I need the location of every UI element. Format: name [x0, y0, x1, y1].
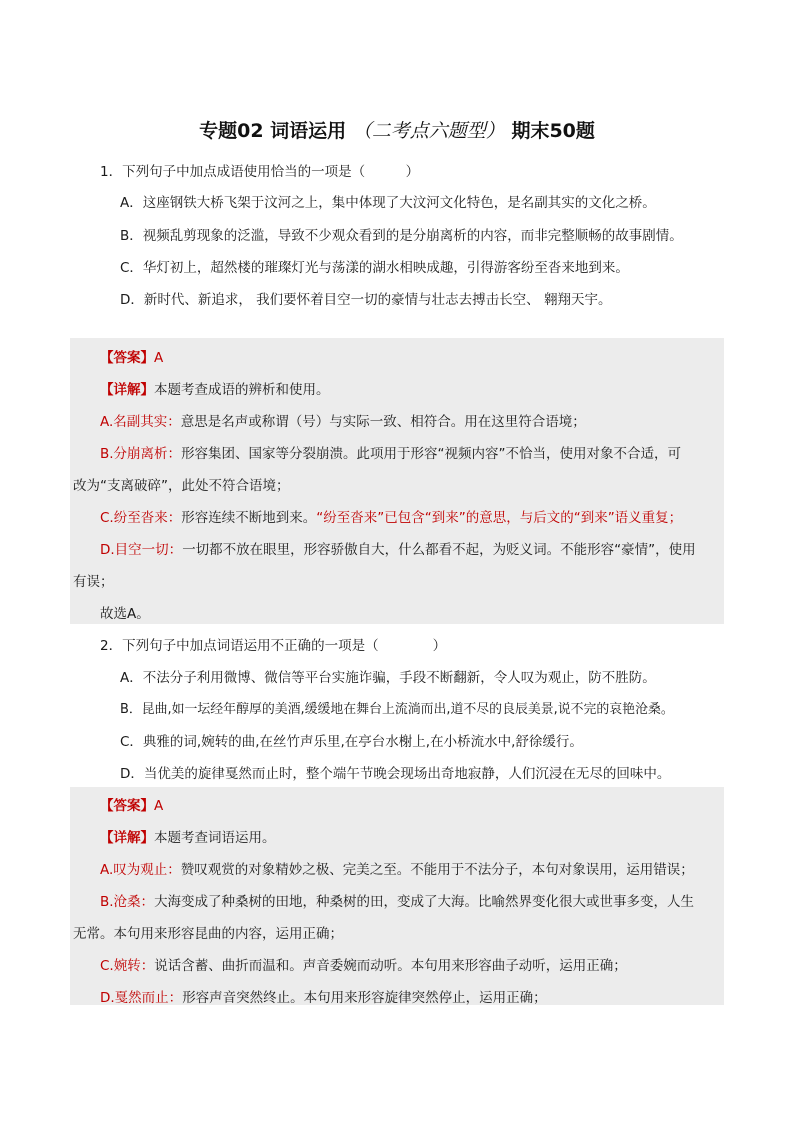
- answer-value: A: [154, 798, 164, 814]
- term: A.叹为观止：: [100, 862, 181, 878]
- q2-option-c: C．典雅的词,婉转的曲,在丝竹声乐里,在亭台水榭上,在小桥流水中,舒徐缓行。: [120, 734, 583, 750]
- answer-value: A: [154, 350, 164, 366]
- q2-explain-b: [100, 890, 694, 910]
- explain-text: 意思是名声或称谓（号）与实际一致、相符合。用在这里符合语境；: [180, 414, 586, 430]
- q1-stem: 1．下列句子中加点成语使用恰当的一项是（ ）: [100, 164, 420, 180]
- title-tail: 期末50题: [511, 120, 595, 142]
- explain-text: 大海变成了种桑树的田地，种桑树的田，变成了大海。比喻然界变化很大或世事多变，人生: [154, 894, 695, 910]
- explain-text: 形容连续不断地到来。: [181, 510, 317, 526]
- term: D.目空一切：: [100, 542, 183, 558]
- q1-option-c: C．华灯初上，超然楼的璀璨灯光与荡漾的湖水相映成趣，引得游客纷至沓来地到来。: [120, 260, 629, 276]
- q1-explain-b: [100, 442, 681, 462]
- answer-label: 【答案】: [100, 350, 154, 366]
- q1-explain-d-cont: 有误；: [73, 574, 114, 590]
- q1-answer: [100, 346, 163, 366]
- q1-explain-c: [100, 506, 682, 526]
- term: C.纷至沓来：: [100, 510, 182, 526]
- q2-explain-c: [100, 954, 627, 974]
- q1-option-b: B．视频乱剪现象的泛滥，导致不少观众看到的是分崩离析的内容，而非完整顺畅的故事剧情。: [120, 228, 683, 244]
- detail-label: 【详解】: [100, 382, 154, 398]
- q1-detail: [100, 378, 330, 398]
- term: A.名副其实：: [100, 414, 181, 430]
- q2-option-d: D．当优美的旋律戛然而止时，整个端午节晚会现场出奇地寂静，人们沉浸在无尽的回味中。: [120, 766, 671, 782]
- term: B.沧桑：: [100, 894, 155, 910]
- q2-explain-b-cont: 无常。本句用来形容昆曲的内容，运用正确；: [73, 926, 343, 942]
- q1-explain-b-cont: 改为“支离破碎”，此处不符合语境；: [73, 478, 290, 494]
- page-title: [0, 116, 794, 143]
- term: C.婉转：: [100, 958, 155, 974]
- explain-text: 赞叹观赏的对象精妙之极、完美之至。不能用于不法分子，本句对象误用，运用错误；: [180, 862, 694, 878]
- q2-option-b: B．昆曲,如一坛经年醇厚的美酒,缓缓地在舞台上流淌而出,道不尽的良辰美景,说不完的哀艳沧桑。: [120, 702, 674, 717]
- q2-option-a: A．不法分子利用微博、微信等平台实施诈骗，手段不断翻新，令人叹为观止，防不胜防。: [120, 670, 656, 686]
- answer-label: 【答案】: [100, 798, 154, 814]
- explain-text: 形容声音突然终止。本句用来形容旋律突然停止，运用正确；: [182, 990, 547, 1006]
- explain-text-red: “纷至沓来”已包含“到来”的意思，与后文的“到来”语义重复；: [316, 510, 683, 526]
- q2-explain-a: [100, 858, 694, 878]
- q2-answer: [100, 794, 163, 814]
- term: D.戛然而止：: [100, 990, 183, 1006]
- q1-explain-a: [100, 410, 586, 430]
- q2-detail: [100, 826, 276, 846]
- detail-label: 【详解】: [100, 830, 154, 846]
- title-sub: （二考点六题型）: [352, 120, 505, 142]
- q2-explain-d: [100, 986, 547, 1006]
- title-main: 专题02 词语运用: [199, 120, 347, 142]
- q1-conclusion: 故选A。: [100, 606, 150, 622]
- q1-option-d: D．新时代、新追求， 我们要怀着目空一切的豪情与壮志去搏击长空、 翱翔天宇。: [120, 292, 612, 308]
- q2-stem: 2．下列句子中加点词语运用不正确的一项是（ ）: [100, 638, 447, 654]
- explain-text: 说话含蓄、曲折而温和。声音委婉而动听。本句用来形容曲子动听，运用正确；: [154, 958, 627, 974]
- explain-text: 形容集团、国家等分裂崩溃。此项用于形容“视频内容”不恰当，使用对象不合适，可: [181, 446, 682, 462]
- explain-text: 一切都不放在眼里，形容骄傲自大，什么都看不起，为贬义词。不能形容“豪情”，使用: [182, 542, 696, 558]
- detail-text: 本题考查词语运用。: [154, 830, 276, 846]
- term: B.分崩离析：: [100, 446, 182, 462]
- q1-option-a: A．这座钢铁大桥飞架于汶河之上，集中体现了大汶河文化特色，是名副其实的文化之桥。: [120, 195, 656, 211]
- q1-explain-d: [100, 538, 696, 558]
- detail-text: 本题考查成语的辨析和使用。: [154, 382, 330, 398]
